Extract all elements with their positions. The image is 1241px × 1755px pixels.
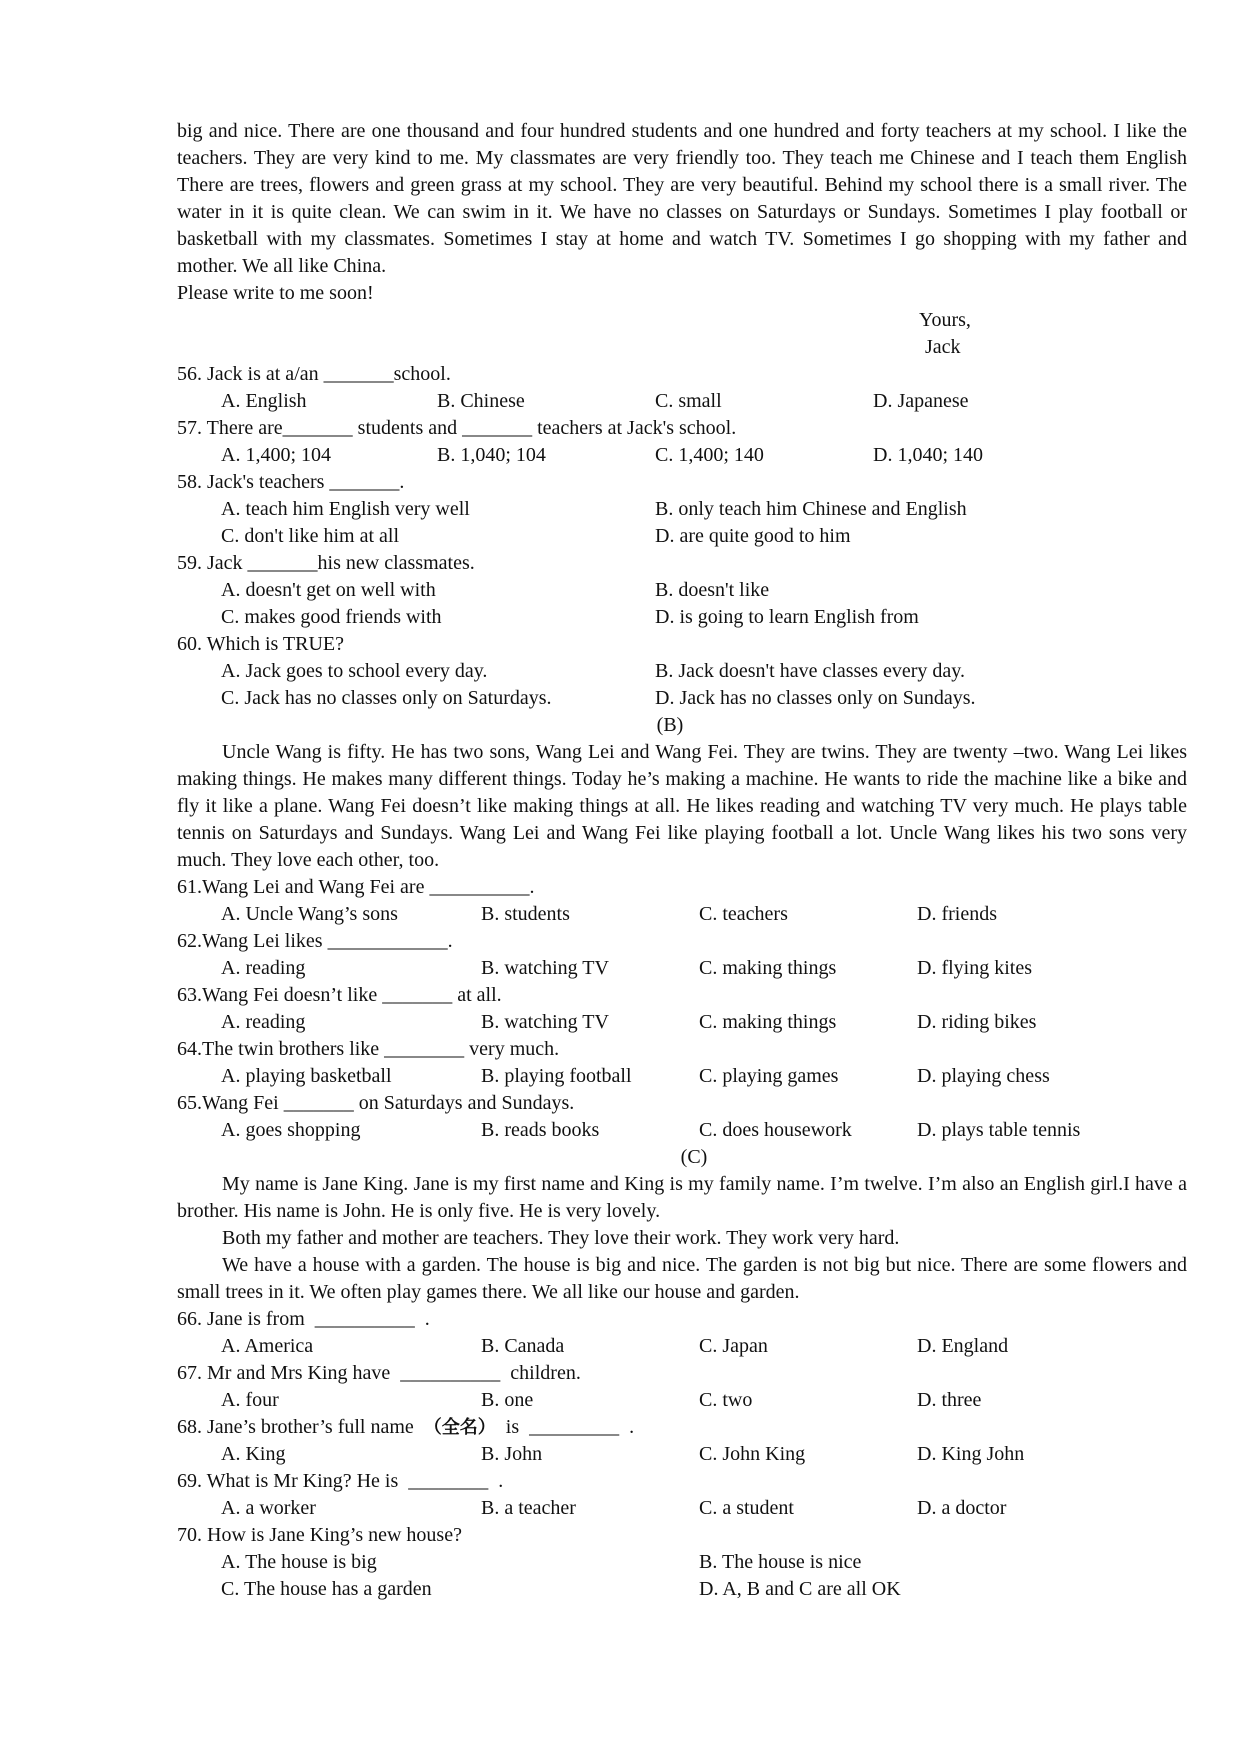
option-b: B. Canada (481, 1335, 565, 1357)
question-68 (177, 1414, 1187, 1441)
option-b: B. a teacher (481, 1497, 576, 1519)
option-d: D. is going to learn English from (655, 606, 919, 628)
option-a: A. a worker (221, 1497, 316, 1519)
question-65-options (177, 1117, 1187, 1144)
option-c: C. 1,400; 140 (655, 444, 764, 466)
option-c: C. making things (699, 1011, 837, 1033)
option-d: D. Japanese (873, 390, 969, 412)
question-68-cjk-note: （全名） (423, 1417, 496, 1438)
option-d: D. King John (917, 1443, 1025, 1465)
worksheet-page (177, 118, 1187, 1603)
section-c-label: (C) (680, 1146, 708, 1168)
question-65: 65.Wang Fei _______ on Saturdays and Sundays. (177, 1092, 575, 1114)
question-57-options (177, 442, 1187, 469)
option-b: B. students (481, 903, 570, 925)
option-d: D. friends (917, 903, 997, 925)
question-58-options-cd (177, 523, 1187, 550)
section-b-passage: Uncle Wang is fifty. He has two sons, Wang Lei and Wang Fei. They are twins. They are twenty –two. Wang Lei likes making things. He makes many different things. Today he’s making a machine. He wants to ride the machine like a bike and fly it like a plane. Wang Fei doesn’t like making things at all. He likes reading and watching TV very much. He plays table tennis on Saturdays and Sundays. Wang Lei and Wang Fei like playing football a lot. Uncle Wang likes his two sons very much. They love each other, too. (177, 741, 1187, 871)
option-b: B. Jack doesn't have classes every day. (655, 660, 965, 682)
option-b: B. doesn't like (655, 579, 770, 601)
section-c-paragraph-2: Both my father and mother are teachers. They love their work. They work very hard. (222, 1227, 900, 1249)
letter-body: big and nice. There are one thousand and four hundred students and one hundred and forty teachers at my school. I like the teachers. They are very kind to me. My classmates are very friendly too. They teach me Chinese and I teach them English There are trees, flowers and green grass at my school. They are very beautiful. Behind my school there is a small river. The water in it is quite clean. We can swim in it. We have no classes on Saturdays or Sundays. Sometimes I play football or basketball with my classmates. Sometimes I stay at home and watch TV. Sometimes I go shopping with my father and mother. We all like China. (177, 120, 1187, 277)
question-68-options (177, 1441, 1187, 1468)
option-b: B. John (481, 1443, 543, 1465)
question-60-options-ab (177, 658, 1187, 685)
question-66: 66. Jane is from __________ . (177, 1308, 430, 1330)
option-c: C. a student (699, 1497, 794, 1519)
option-c: C. does housework (699, 1119, 852, 1141)
option-c: C. The house has a garden (221, 1578, 432, 1600)
option-c: C. teachers (699, 903, 788, 925)
question-56: 56. Jack is at a/an _______school. (177, 363, 451, 385)
question-64-options (177, 1063, 1187, 1090)
question-66-options (177, 1333, 1187, 1360)
option-a: A. goes shopping (221, 1119, 361, 1141)
option-b: B. reads books (481, 1119, 600, 1141)
question-59: 59. Jack _______his new classmates. (177, 552, 475, 574)
option-a: A. teach him English very well (221, 498, 470, 520)
option-b: B. watching TV (481, 957, 609, 979)
question-60-options-cd (177, 685, 1187, 712)
question-57: 57. There are_______ students and _______ teachers at Jack's school. (177, 417, 737, 439)
option-c: C. playing games (699, 1065, 839, 1087)
question-59-options-ab (177, 577, 1187, 604)
option-d: D. A, B and C are all OK (699, 1578, 901, 1600)
letter-yours: Yours, (919, 309, 971, 331)
option-b: B. 1,040; 104 (437, 444, 546, 466)
option-a: A. Uncle Wang’s sons (221, 903, 398, 925)
question-63: 63.Wang Fei doesn’t like _______ at all. (177, 984, 502, 1006)
option-c: C. Japan (699, 1335, 768, 1357)
option-a: A. reading (221, 957, 306, 979)
option-b: B. one (481, 1389, 534, 1411)
question-62-options (177, 955, 1187, 982)
question-68-text-post: is _________ . (495, 1416, 635, 1438)
option-d: D. 1,040; 140 (873, 444, 983, 466)
question-70: 70. How is Jane King’s new house? (177, 1524, 462, 1546)
option-b: B. Chinese (437, 390, 525, 412)
option-c: C. two (699, 1389, 753, 1411)
option-d: D. riding bikes (917, 1011, 1037, 1033)
option-b: B. watching TV (481, 1011, 609, 1033)
option-c: C. small (655, 390, 722, 412)
question-70-options-cd (177, 1576, 1187, 1603)
option-b: B. playing football (481, 1065, 632, 1087)
option-a: A. playing basketball (221, 1065, 392, 1087)
question-59-options-cd (177, 604, 1187, 631)
option-d: D. a doctor (917, 1497, 1007, 1519)
option-d: D. are quite good to him (655, 525, 851, 547)
question-67-options (177, 1387, 1187, 1414)
question-61-options (177, 901, 1187, 928)
option-a: A. The house is big (221, 1551, 377, 1573)
option-d: D. three (917, 1389, 982, 1411)
question-67: 67. Mr and Mrs King have __________ children. (177, 1362, 581, 1384)
question-64: 64.The twin brothers like ________ very much. (177, 1038, 560, 1060)
section-c-paragraph-1: My name is Jane King. Jane is my first name and King is my family name. I’m twelve. I’m also an English girl.I have a brother. His name is John. He is only five. He is very lovely. (177, 1173, 1187, 1222)
option-c: C. Jack has no classes only on Saturdays. (221, 687, 552, 709)
question-58-options-ab (177, 496, 1187, 523)
option-a: A. America (221, 1335, 314, 1357)
question-69-options (177, 1495, 1187, 1522)
question-62: 62.Wang Lei likes ____________. (177, 930, 453, 952)
section-c-paragraph-3: We have a house with a garden. The house is big and nice. The garden is not big but nice. There are some flowers and small trees in it. We often play games there. We all like our house and garden. (177, 1254, 1187, 1303)
option-c: C. makes good friends with (221, 606, 442, 628)
question-63-options (177, 1009, 1187, 1036)
question-56-options (177, 388, 1187, 415)
option-c: C. John King (699, 1443, 806, 1465)
question-69: 69. What is Mr King? He is ________ . (177, 1470, 504, 1492)
option-a: A. King (221, 1443, 286, 1465)
question-60: 60. Which is TRUE? (177, 633, 345, 655)
question-70-options-ab (177, 1549, 1187, 1576)
option-c: C. don't like him at all (221, 525, 400, 547)
option-c: C. making things (699, 957, 837, 979)
option-a: A. four (221, 1389, 279, 1411)
letter-signature: Jack (925, 336, 961, 358)
option-a: A. English (221, 390, 307, 412)
option-b: B. only teach him Chinese and English (655, 498, 967, 520)
question-58: 58. Jack's teachers _______. (177, 471, 405, 493)
question-61: 61.Wang Lei and Wang Fei are __________. (177, 876, 535, 898)
option-d: D. Jack has no classes only on Sundays. (655, 687, 976, 709)
option-d: D. England (917, 1335, 1009, 1357)
option-a: A. 1,400; 104 (221, 444, 331, 466)
option-a: A. reading (221, 1011, 306, 1033)
option-d: D. playing chess (917, 1065, 1050, 1087)
option-a: A. doesn't get on well with (221, 579, 436, 601)
option-b: B. The house is nice (699, 1551, 862, 1573)
option-d: D. flying kites (917, 957, 1032, 979)
section-b-label: (B) (656, 714, 684, 736)
option-a: A. Jack goes to school every day. (221, 660, 488, 682)
option-d: D. plays table tennis (917, 1119, 1081, 1141)
letter-closing-line: Please write to me soon! (177, 282, 374, 304)
question-68-text-pre: 68. Jane’s brother’s full name (177, 1416, 424, 1438)
